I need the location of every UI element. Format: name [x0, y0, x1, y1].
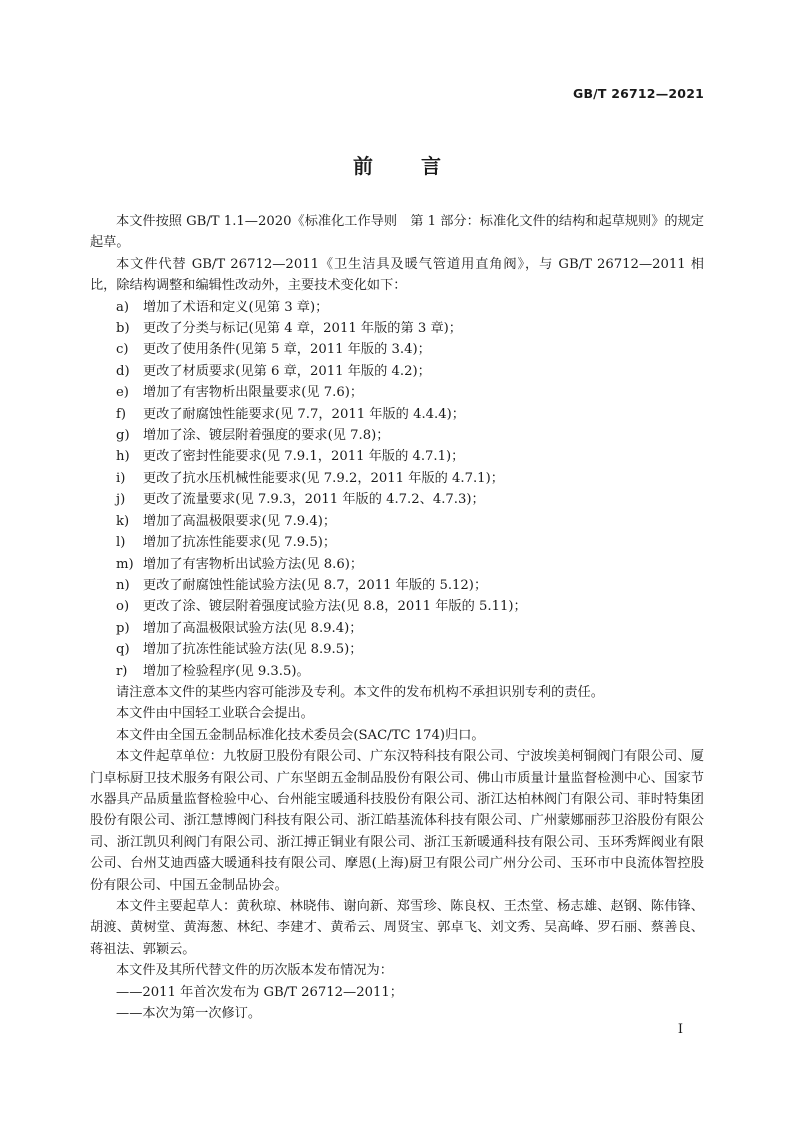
- list-text: 增加了检验程序(见 9.3.5)。: [143, 663, 310, 679]
- list-text: 更改了耐腐蚀性能要求(见 7.7，2011 年版的 4.4.4)；: [143, 406, 465, 422]
- title-char-2: 言: [421, 154, 441, 178]
- list-marker: q): [116, 642, 130, 658]
- paragraph-drafters: 本文件主要起草人：黄秋琼、林晓伟、谢向新、郑雪珍、陈良权、王杰堂、杨志雄、赵钢、陈伟锋、胡渡、黄树堂、黄海葱、林纪、李建才、黄希云、周贤宝、郭卓飞、刘文秀、吴高峰、罗石丽、蔡善良、蒋祖法、郭颖云。: [90, 899, 704, 957]
- list-text: 更改了分类与标记(见第 4 章，2011 年版的第 3 章)；: [143, 321, 462, 337]
- paragraph-history-intro: 本文件及其所代替文件的历次版本发布情况为：: [116, 963, 393, 979]
- paragraph-patent-notice: 请注意本文件的某些内容可能涉及专利。本文件的发布机构不承担识别专利的责任。: [116, 684, 604, 700]
- list-item: [90, 318, 704, 339]
- list-text: 增加了有害物析出试验方法(见 8.6)；: [143, 556, 364, 572]
- list-text: 增加了抗冻性能试验方法(见 8.9.5)；: [143, 642, 363, 658]
- list-text: 增加了有害物析出限量要求(见 7.6)；: [143, 385, 364, 401]
- list-text: 增加了高温极限试验方法(见 8.9.4)；: [143, 620, 363, 636]
- list-item: [90, 361, 704, 382]
- list-text: 更改了使用条件(见第 5 章，2011 年版的 3.4)；: [143, 342, 431, 358]
- list-item: [90, 404, 704, 425]
- list-text: 增加了涂、镀层附着强度的要求(见 7.8)；: [143, 428, 390, 444]
- paragraph-drafting-rules: 本文件按照 GB/T 1.1—2020《标准化工作导则 第 1 部分：标准化文件的结构和起草规则》的规定起草。: [90, 214, 704, 251]
- history-item: ——本次为第一次修订。: [116, 1006, 262, 1022]
- list-item: [90, 446, 704, 467]
- list-marker: a): [116, 299, 130, 315]
- list-text: 更改了耐腐蚀性能试验方法(见 8.7，2011 年版的 5.12)；: [143, 577, 488, 593]
- list-text: 增加了术语和定义(见第 3 章)；: [143, 299, 329, 315]
- page-title: [0, 150, 794, 179]
- list-marker: g): [116, 428, 130, 444]
- list-text: 更改了密封性能要求(见 7.9.1，2011 年版的 4.7.1)；: [143, 449, 465, 465]
- list-marker: r): [116, 663, 128, 679]
- list-item: [90, 639, 704, 660]
- list-marker: f): [116, 406, 127, 422]
- list-text: 更改了流量要求(见 7.9.3，2011 年版的 4.7.2、4.7.3)；: [143, 492, 485, 508]
- list-marker: l): [116, 535, 126, 551]
- history-item: ——2011 年首次发布为 GB/T 26712—2011；: [116, 984, 403, 1000]
- list-item: [90, 339, 704, 360]
- list-marker: o): [116, 599, 130, 615]
- list-marker: m): [116, 556, 134, 572]
- paragraph-drafting-units: 本文件起草单位：九牧厨卫股份有限公司、广东汉特科技有限公司、宁波埃美柯铜阀门有限公司、厦门卓标厨卫技术服务有限公司、广东坚朗五金制品股份有限公司、佛山市质量计量监督检测中心、国家节水器具产品质量监督检验中心、台州能宝暖通科技股份有限公司、浙江达柏林阀门有限公司、菲时特集团股份有限公司、浙江慧博阀门科技有限公司、浙江皓基流体科技有限公司、广州蒙娜丽莎卫浴股份有限公司、浙江凯贝利阀门有限公司、浙江搏正铜业有限公司、浙江玉新暖通科技有限公司、玉环秀辉阀业有限公司、台州艾迪西盛大暖通科技有限公司、摩恩(上海)厨卫有限公司广州分公司、玉环市中良流体智控股份有限公司、中国五金制品协会。: [90, 749, 704, 893]
- list-marker: n): [116, 577, 130, 593]
- list-item: [90, 596, 704, 617]
- list-item: [90, 382, 704, 403]
- list-marker: b): [116, 321, 130, 337]
- list-marker: e): [116, 385, 129, 401]
- paragraph-proposer: 本文件由中国轻工业联合会提出。: [116, 706, 314, 722]
- page-number: I: [677, 1022, 683, 1037]
- list-text: 增加了高温极限要求(见 7.9.4)；: [143, 513, 337, 529]
- document-body: [90, 211, 704, 1024]
- list-item: [90, 532, 704, 553]
- title-char-1: 前: [353, 154, 373, 178]
- list-text: 更改了材质要求(见第 6 章，2011 年版的 4.2)；: [143, 363, 431, 379]
- list-item: [90, 511, 704, 532]
- paragraph-administrator: 本文件由全国五金制品标准化技术委员会(SAC/TC 174)归口。: [116, 727, 485, 743]
- list-marker: c): [116, 342, 129, 358]
- list-marker: i): [116, 470, 126, 486]
- list-item: [90, 425, 704, 446]
- list-text: 更改了抗水压机械性能要求(见 7.9.2，2011 年版的 4.7.1)；: [143, 470, 504, 486]
- list-item: [90, 554, 704, 575]
- list-marker: p): [116, 620, 130, 636]
- paragraph-replacement: 本文件代替 GB/T 26712—2011《卫生洁具及暖气管道用直角阀》，与 GB/T 26712—2011 相比，除结构调整和编辑性改动外，主要技术变化如下：: [90, 256, 704, 294]
- standard-code: GB/T 26712—2021: [572, 86, 704, 101]
- list-text: 更改了涂、镀层附着强度试验方法(见 8.8，2011 年版的 5.11)；: [143, 599, 527, 615]
- list-text: 增加了抗冻性能要求(见 7.9.5)；: [143, 535, 337, 551]
- list-marker: h): [116, 449, 130, 465]
- list-item: [90, 661, 704, 682]
- list-marker: d): [116, 363, 130, 379]
- changes-list: [90, 297, 704, 682]
- list-item: [90, 618, 704, 639]
- list-item: [90, 489, 704, 510]
- list-marker: k): [116, 513, 130, 529]
- list-item: [90, 468, 704, 489]
- list-item: [90, 575, 704, 596]
- list-item: [90, 297, 704, 318]
- list-marker: j): [116, 492, 126, 508]
